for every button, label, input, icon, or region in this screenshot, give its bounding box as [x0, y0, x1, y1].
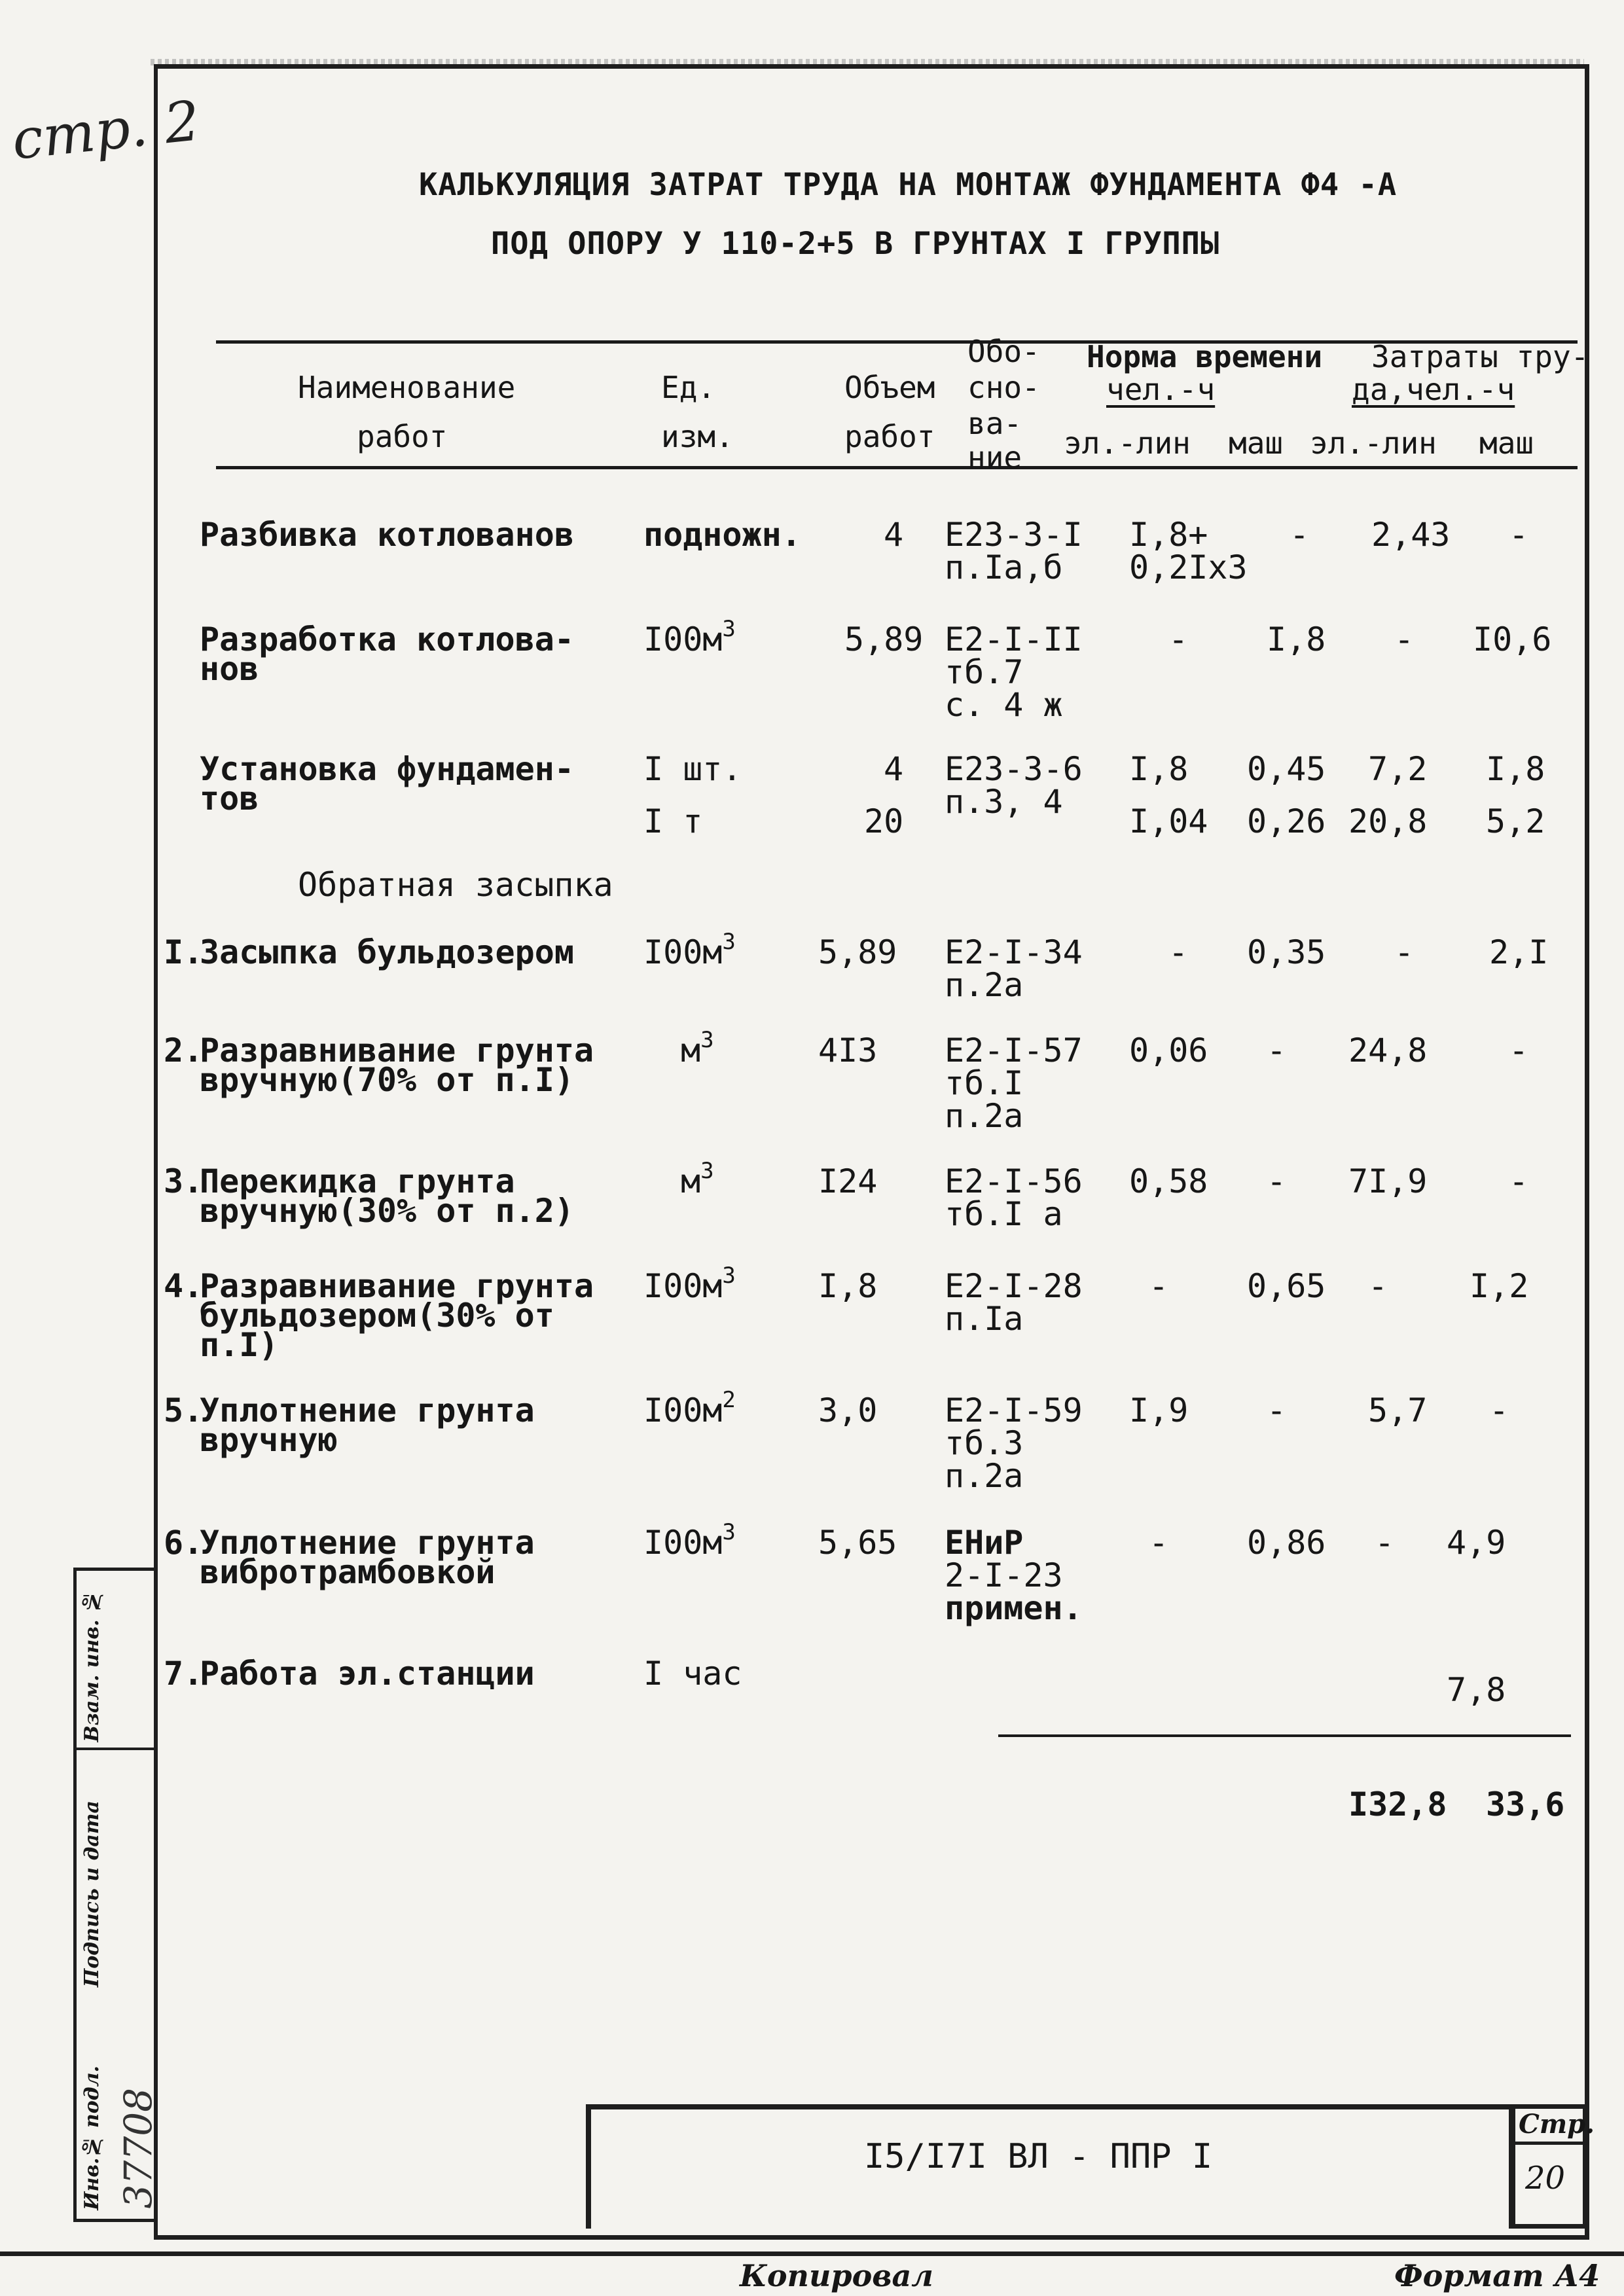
- footer-copied: Копировал: [740, 2258, 933, 2293]
- stamp-inv-label: Инв.№ подл.: [81, 2066, 103, 2210]
- row-7-name-2: бульдозером(30% от: [200, 1297, 554, 1335]
- row-7-name-3: п.I): [200, 1326, 279, 1364]
- row-1-basis-1: Е23-3-I: [945, 516, 1083, 554]
- row-9-cost-mash: 4,9: [1447, 1524, 1506, 1562]
- row-3-name: Установка фундамен-: [200, 750, 574, 788]
- header-unit: Ед.: [661, 370, 716, 405]
- header-cost-el: эл.-лин: [1310, 425, 1437, 461]
- row-9-volume: 5,65: [818, 1524, 897, 1562]
- row-3-volume-a: 4: [884, 750, 904, 788]
- row-9-norm-el: -: [1149, 1524, 1169, 1562]
- row-8-volume: 3,0: [818, 1391, 878, 1429]
- row-2-basis-2: тб.7: [945, 653, 1024, 691]
- row-7-basis-1: Е2-I-28: [945, 1267, 1083, 1305]
- row-8-cost-el: 5,7: [1368, 1391, 1428, 1429]
- row-4-unit: $I00м^3$: [643, 929, 736, 971]
- stamp-inv-value: 37708: [116, 2088, 160, 2209]
- row-8-norm-mash: -: [1267, 1391, 1287, 1429]
- header-norm-unit: чел.-ч: [1106, 372, 1216, 407]
- row-4-cost-el: -: [1394, 933, 1415, 971]
- row-3-volume-b: 20: [864, 802, 904, 840]
- row-8-norm-el: I,9: [1129, 1391, 1189, 1429]
- section-title: Обратная засыпка: [298, 866, 613, 904]
- header-cost-mash: маш: [1479, 425, 1534, 461]
- row-9-basis-3: примен.: [945, 1589, 1083, 1627]
- row-3-cost-mash-b: 5,2: [1486, 802, 1545, 840]
- header-volume: Объем: [844, 370, 935, 405]
- row-8-basis-1: Е2-I-59: [945, 1391, 1083, 1429]
- row-3-norm-el-a: I,8: [1129, 750, 1189, 788]
- row-4-norm-el: -: [1168, 933, 1189, 971]
- row-5-norm-mash: -: [1267, 1031, 1287, 1069]
- row-9-unit: $I00м^3$: [643, 1519, 736, 1562]
- row-10-num: 7.: [164, 1655, 204, 1693]
- stamp-sign-cell: [77, 1748, 155, 1992]
- header-basis-3: ва-: [967, 406, 1022, 441]
- row-5-cost-el: 24,8: [1348, 1031, 1428, 1069]
- row-1-norm-mash: -: [1290, 516, 1310, 554]
- row-4-volume: 5,89: [818, 933, 897, 971]
- row-2-unit: $I00м^3$: [643, 616, 736, 658]
- row-7-basis-2: п.Iа: [945, 1300, 1024, 1338]
- row-3-norm-el-b: I,04: [1129, 802, 1208, 840]
- row-1-cost-mash: -: [1509, 516, 1529, 554]
- header-name: Наименование: [298, 370, 516, 405]
- total-mash: 33,6: [1486, 1785, 1565, 1823]
- header-basis-2: сно-: [967, 370, 1040, 405]
- row-2-basis-3: с. 4 ж: [945, 686, 1063, 724]
- row-10-name: Работа эл.станции: [200, 1655, 535, 1693]
- header-cost: Затраты тру-: [1371, 339, 1589, 374]
- row-8-num: 5.: [164, 1391, 204, 1429]
- row-8-basis-3: п.2а: [945, 1457, 1024, 1495]
- corner-note: стр. 2: [9, 88, 203, 172]
- row-9-name: Уплотнение грунта: [200, 1524, 535, 1562]
- row-2-name: Разработка котлова-: [200, 620, 574, 658]
- sheet-divider: [1513, 2142, 1583, 2145]
- row-5-basis-2: тб.I: [945, 1064, 1024, 1102]
- row-4-cost-mash: 2,I: [1489, 933, 1549, 971]
- stamp-sign-label: Подпись и дата: [81, 1800, 103, 1987]
- row-8-unit: $I00м^2$: [643, 1387, 736, 1429]
- header-norm-el: эл.-лин: [1064, 425, 1191, 461]
- row-8-name-2: вручную: [200, 1421, 338, 1459]
- header-norm: Норма времени: [1087, 339, 1323, 374]
- row-6-unit: $м^3$: [681, 1158, 714, 1200]
- row-9-name-2: вибротрамбовкой: [200, 1553, 496, 1591]
- row-5-name: Разравнивание грунта: [200, 1031, 594, 1069]
- row-5-num: 2.: [164, 1031, 204, 1069]
- header-cost-unit: да,чел.-ч: [1352, 372, 1515, 407]
- row-7-cost-mash: I,2: [1470, 1267, 1529, 1305]
- row-6-volume: I24: [818, 1162, 878, 1200]
- row-3-name-2: тов: [200, 780, 259, 817]
- row-9-num: 6.: [164, 1524, 204, 1562]
- row-9-norm-mash: 0,86: [1247, 1524, 1326, 1562]
- row-3-norm-mash-a: 0,45: [1247, 750, 1326, 788]
- bottom-rule: [0, 2251, 1624, 2256]
- row-3-cost-el-b: 20,8: [1348, 802, 1428, 840]
- row-7-name: Разравнивание грунта: [200, 1267, 594, 1305]
- row-2-cost-mash: I0,6: [1473, 620, 1552, 658]
- row-5-basis-1: Е2-I-57: [945, 1031, 1083, 1069]
- row-4-num: I.: [164, 933, 204, 971]
- row-6-basis-1: Е2-I-56: [945, 1162, 1083, 1200]
- title-line-2: ПОД ОПОРУ У 110-2+5 В ГРУНТАХ I ГРУППЫ: [491, 226, 1220, 262]
- row-7-volume: I,8: [818, 1267, 878, 1305]
- row-3-cost-el-a: 7,2: [1368, 750, 1428, 788]
- row-6-num: 3.: [164, 1162, 204, 1200]
- row-6-name: Перекидка грунта: [200, 1162, 515, 1200]
- header-bottom-rule: [216, 466, 1578, 469]
- row-10-cost-mash: 7,8: [1447, 1671, 1506, 1709]
- row-6-norm-mash: -: [1267, 1162, 1287, 1200]
- stamp-replace-label: Взам. инв. №: [81, 1590, 103, 1742]
- row-4-basis-1: Е2-I-34: [945, 933, 1083, 971]
- row-6-name-2: вручную(30% от п.2): [200, 1192, 574, 1230]
- row-8-basis-2: тб.3: [945, 1424, 1024, 1462]
- row-1-unit: подножн.: [643, 516, 801, 554]
- row-10-unit: I час: [643, 1655, 742, 1693]
- row-2-volume: 5,89: [844, 620, 924, 658]
- row-5-basis-3: п.2а: [945, 1097, 1024, 1135]
- row-2-basis-1: Е2-I-II: [945, 620, 1083, 658]
- row-7-unit: $I00м^3$: [643, 1263, 736, 1305]
- row-3-norm-mash-b: 0,26: [1247, 802, 1326, 840]
- row-8-name: Уплотнение грунта: [200, 1391, 535, 1429]
- row-3-basis-2: п.3, 4: [945, 783, 1063, 821]
- header-basis-1: Обо-: [967, 334, 1040, 369]
- header-norm-mash: маш: [1229, 425, 1284, 461]
- stamp-replace-cell: [77, 1571, 155, 1748]
- row-5-norm-el: 0,06: [1129, 1031, 1208, 1069]
- row-8-cost-mash: -: [1489, 1391, 1509, 1429]
- stamp-inv-cell: [77, 1990, 160, 2215]
- row-3-unit-a: I шт.: [643, 750, 742, 788]
- row-6-basis-2: тб.I а: [945, 1195, 1063, 1233]
- header-name-2: работ: [357, 419, 448, 454]
- header-volume-2: работ: [844, 419, 935, 454]
- total-el: I32,8: [1348, 1785, 1447, 1823]
- row-1-volume: 4: [884, 516, 904, 554]
- row-2-cost-el: -: [1394, 620, 1415, 658]
- row-7-norm-mash: 0,65: [1247, 1267, 1326, 1305]
- row-4-basis-2: п.2а: [945, 966, 1024, 1004]
- header-basis-4: ние: [967, 440, 1022, 475]
- row-5-cost-mash: -: [1509, 1031, 1529, 1069]
- footer-format: Формат А4: [1394, 2258, 1600, 2293]
- sheet-number: 20: [1525, 2160, 1566, 2197]
- document-code: I5/I7I ВЛ - ППР I: [864, 2137, 1213, 2176]
- row-9-cost-el: -: [1375, 1524, 1395, 1562]
- row-9-basis-2: 2-I-23: [945, 1556, 1063, 1594]
- row-3-basis-1: Е23-3-6: [945, 750, 1083, 788]
- row-2-norm-mash: I,8: [1267, 620, 1326, 658]
- stamp-column: [73, 1568, 160, 2222]
- row-1-norm-el: I,8+: [1129, 516, 1208, 554]
- row-9-basis-1: ЕНиР: [945, 1524, 1024, 1562]
- row-5-volume: 4I3: [818, 1031, 878, 1069]
- row-1-name: Разбивка котлованов: [200, 516, 574, 554]
- row-6-cost-el: 7I,9: [1348, 1162, 1428, 1200]
- row-1-norm-el-2: 0,2Iх3: [1129, 548, 1248, 586]
- row-7-norm-el: -: [1149, 1267, 1169, 1305]
- row-4-name: Засыпка бульдозером: [200, 933, 574, 971]
- row-5-name-2: вручную(70% от п.I): [200, 1061, 574, 1099]
- sheet-label: Стр.: [1519, 2109, 1595, 2140]
- row-7-num: 4.: [164, 1267, 204, 1305]
- row-1-cost-el: 2,43: [1371, 516, 1451, 554]
- row-6-cost-mash: -: [1509, 1162, 1529, 1200]
- row-5-unit: $м^3$: [681, 1027, 714, 1069]
- row-4-norm-mash: 0,35: [1247, 933, 1326, 971]
- totals-rule: [998, 1734, 1571, 1737]
- row-3-cost-mash-a: I,8: [1486, 750, 1545, 788]
- row-2-name-2: нов: [200, 650, 259, 688]
- row-1-basis-2: п.Iа,б: [945, 548, 1063, 586]
- title-line-1: КАЛЬКУЛЯЦИЯ ЗАТРАТ ТРУДА НА МОНТАЖ ФУНДАМЕНТА Ф4 -А: [419, 167, 1398, 203]
- row-7-cost-el: -: [1368, 1267, 1388, 1305]
- row-2-norm-el: -: [1168, 620, 1189, 658]
- header-unit-2: изм.: [661, 419, 734, 454]
- row-6-norm-el: 0,58: [1129, 1162, 1208, 1200]
- row-3-unit-b: I т: [643, 802, 703, 840]
